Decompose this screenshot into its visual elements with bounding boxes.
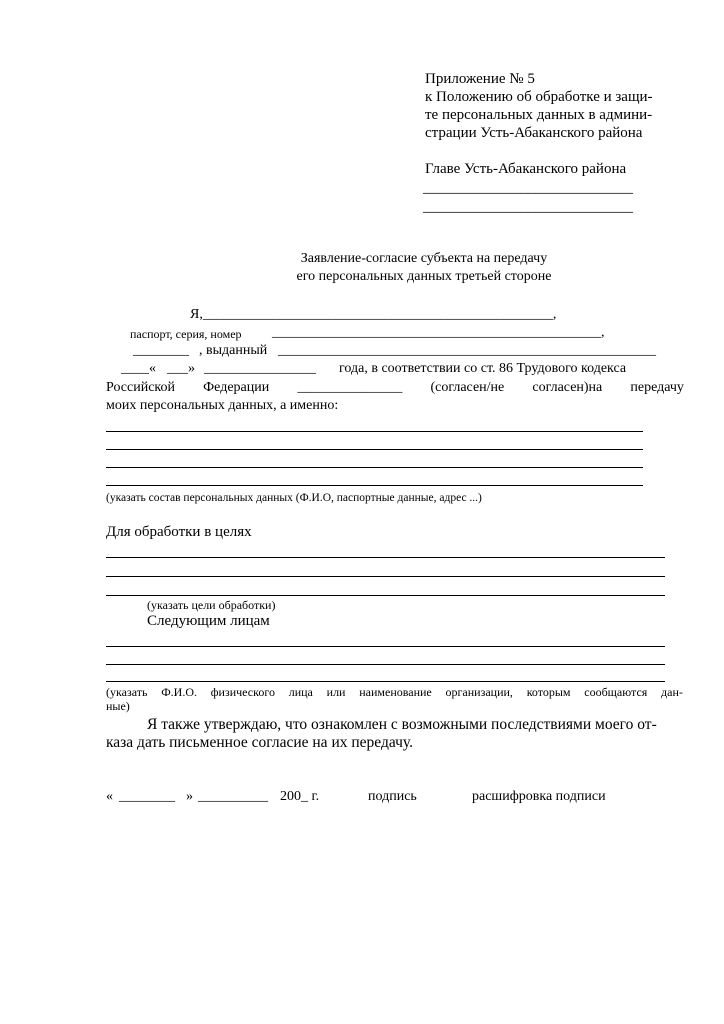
persons-label: Следующим лицам	[147, 613, 270, 629]
consent-word-5: согласен)на	[532, 380, 603, 395]
signature-label: подпись	[368, 789, 417, 804]
appendix-ref-line-1: к Положению об обработке и защи-	[425, 89, 653, 105]
signature-day-field[interactable]: ________	[119, 789, 175, 804]
persons-line-1[interactable]	[106, 646, 665, 647]
signature-decode-label: расшифровка подписи	[472, 789, 606, 804]
recipient-blank-1[interactable]: ____________________________	[423, 180, 633, 196]
signature-month-field[interactable]: __________	[198, 789, 268, 804]
consent-word-1: Российской	[106, 380, 175, 395]
persons-hint-word: Ф.И.О.	[161, 685, 198, 699]
personal-data-line-2[interactable]	[106, 449, 643, 450]
issued-label: , выданный	[199, 343, 268, 358]
date-open-quote[interactable]: ____«	[121, 361, 156, 376]
persons-hint	[106, 685, 683, 699]
persons-hint-word: которым	[526, 685, 571, 699]
personal-data-line-1[interactable]	[106, 431, 643, 432]
persons-line-2[interactable]	[106, 664, 665, 665]
persons-hint-tail: ные)	[106, 699, 130, 713]
personal-data-intro: моих персональных данных, а именно:	[106, 398, 339, 413]
persons-hint-word: наименование	[359, 685, 432, 699]
persons-hint-word: сообщаются	[584, 685, 648, 699]
persons-hint-word: дан-	[661, 685, 683, 699]
purpose-line-1[interactable]	[106, 557, 665, 558]
confirmation-line-1: Я также утверждаю, что ознакомлен с возможными последствиями моего от-	[147, 716, 657, 733]
consent-choice-field[interactable]: _______________	[297, 380, 403, 395]
purpose-line-2[interactable]	[106, 576, 665, 577]
passport-field[interactable]: _______________________________________________,	[272, 325, 605, 340]
purpose-hint: (указать цели обработки)	[147, 598, 276, 612]
consent-line	[106, 380, 684, 396]
persons-hint-word: лица	[288, 685, 313, 699]
date-month-blank[interactable]: ________________	[204, 361, 316, 376]
persons-hint-word: физического	[210, 685, 275, 699]
appendix-ref-line-3: страции Усть-Абаканского района	[425, 125, 643, 141]
personal-data-line-4[interactable]	[106, 485, 643, 486]
passport-label: паспорт, серия, номер	[130, 327, 242, 341]
consent-word-6: передачу	[630, 380, 684, 395]
date-day-blank[interactable]: ___»	[167, 361, 195, 376]
purpose-line-3[interactable]	[106, 595, 665, 596]
signature-date-open: «	[106, 789, 113, 804]
document-title-line-2: его персональных данных третьей стороне	[296, 269, 552, 284]
personal-data-line-3[interactable]	[106, 467, 643, 468]
purpose-label: Для обработки в целях	[106, 524, 252, 540]
consent-word-2: Федерации	[203, 380, 270, 395]
recipient-blank-2[interactable]: ____________________________	[423, 199, 633, 215]
appendix-number: Приложение № 5	[425, 71, 535, 87]
document-title-line-1: Заявление-согласие субъекта на передачу	[300, 251, 548, 266]
issued-date-blank[interactable]: ________	[133, 343, 189, 358]
personal-data-hint: (указать состав персональных данных (Ф.И.О, паспортные данные, адрес ...)	[106, 492, 482, 504]
issued-by-field[interactable]: ______________________________________________________	[278, 343, 656, 358]
confirmation-line-2: каза дать письменное согласие на их передачу.	[106, 734, 413, 751]
signature-year[interactable]: 200_ г.	[280, 789, 320, 804]
signature-date-close: »	[186, 789, 193, 804]
labor-code-reference: года, в соответствии со ст. 86 Трудового кодекса	[339, 361, 627, 376]
persons-hint-word: организации,	[445, 685, 513, 699]
applicant-name-field[interactable]: Я,__________________________________________________,	[190, 307, 557, 322]
persons-hint-word: (указать	[106, 685, 148, 699]
appendix-ref-line-2: те персональных данных в админи-	[425, 107, 653, 123]
persons-hint-word: или	[326, 685, 346, 699]
persons-line-3[interactable]	[106, 681, 665, 682]
consent-word-4: (согласен/не	[430, 380, 505, 395]
recipient-title: Главе Усть-Абаканского района	[425, 161, 627, 177]
